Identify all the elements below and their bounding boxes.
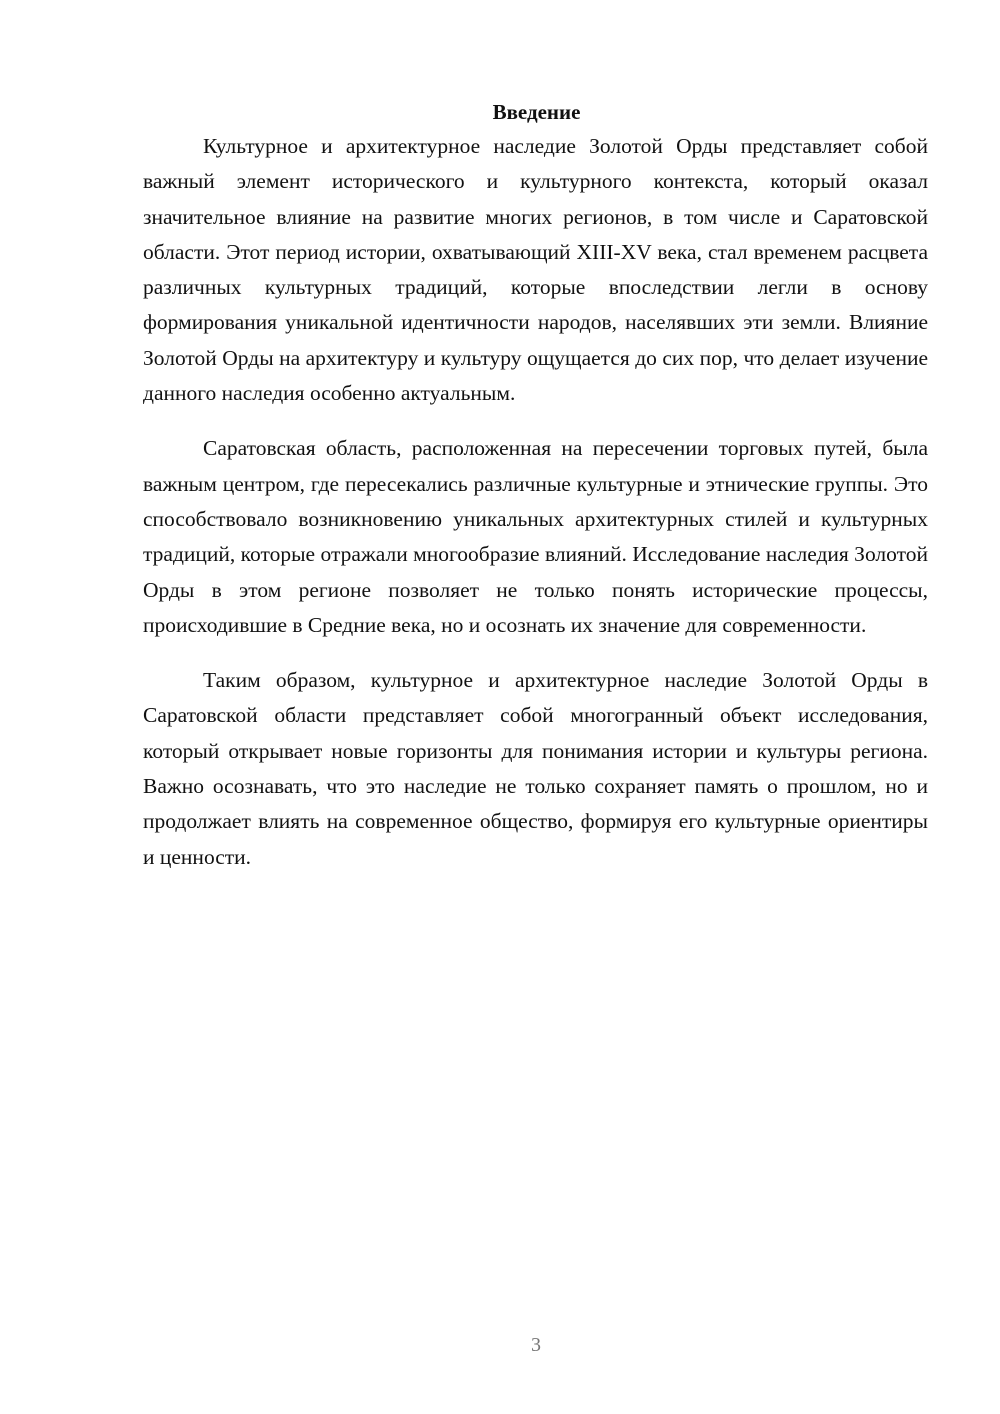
page-content (143, 95, 928, 875)
paragraph-2: Саратовская область, расположенная на пересечении торговых путей, была важным центром, где пересекались различные культурные и этнические группы. Это способствовало возникновению уникальных архитектурных стилей и культурных традиций, которые отражали многообразие влияний. Исследование наследия Золотой Орды в этом регионе позволяет не только понять исторические процессы, происходившие в Средние века, но и осознать их значение для современности. (143, 436, 928, 637)
section-heading: Введение (492, 100, 581, 124)
paragraph-3: Таким образом, культурное и архитектурное наследие Золотой Орды в Саратовской области представляет собой многогранный объект исследования, который открывает новые горизонты для понимания истории и культуры региона. Важно осознавать, что это наследие не только сохраняет память о прошлом, но и продолжает влиять на современное общество, формируя его культурные ориентиры и ценности. (143, 668, 928, 869)
paragraph-1: Культурное и архитектурное наследие Золотой Орды представляет собой важный элемент исторического и культурного контекста, который оказал значительное влияние на развитие многих регионов, в том числе и Саратовской области. Этот период истории, охватывающий XIII-XV века, стал временем расцвета различных культурных традиций, которые впоследствии легли в основу формирования уникальной идентичности народов, населявших эти земли. Влияние Золотой Орды на архитектуру и культуру ощущается до сих пор, что делает изучение данного наследия особенно актуальным. (143, 134, 928, 406)
page-number: 3 (531, 1334, 541, 1356)
